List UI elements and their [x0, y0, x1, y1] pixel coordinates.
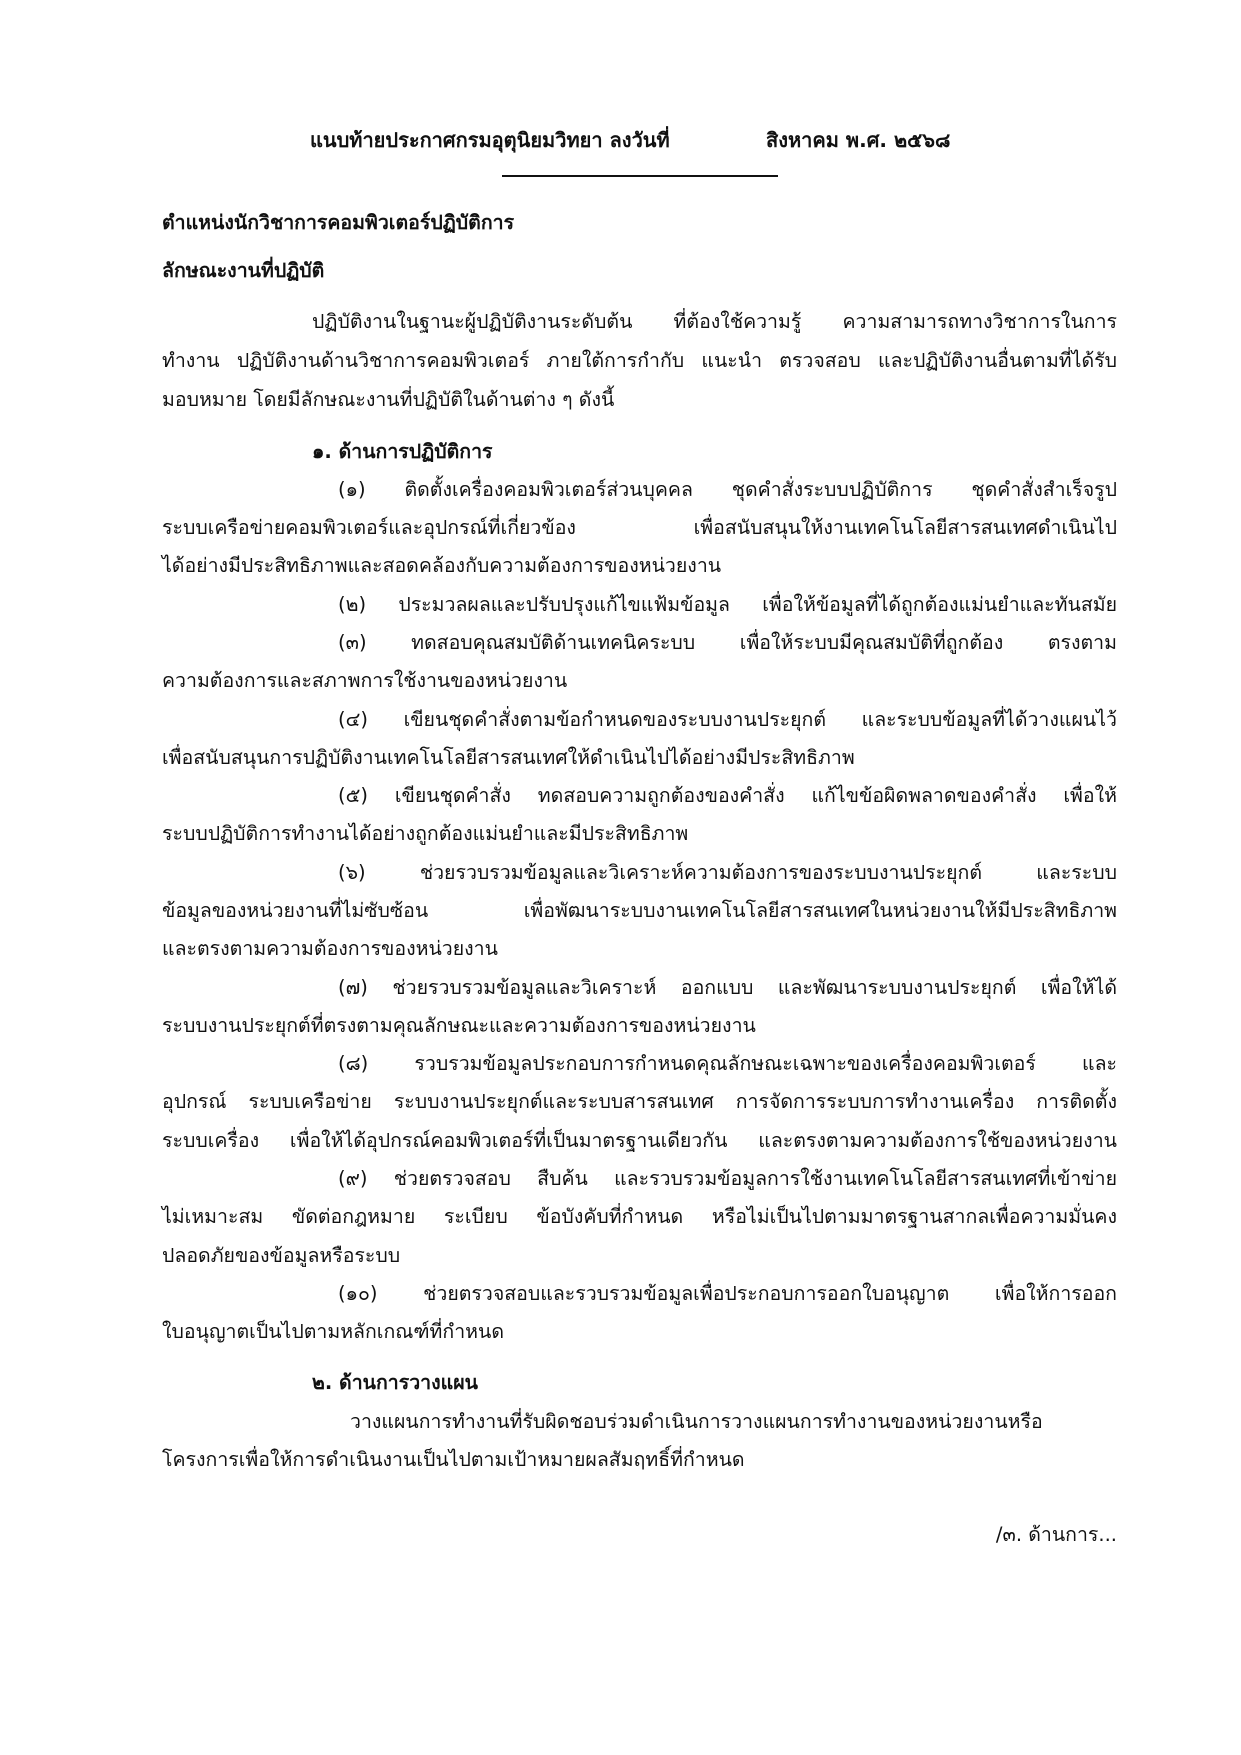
item3-line-2: ความต้องการและสภาพการใช้งานของหน่วยงาน — [162, 669, 568, 692]
section1-heading: ๑. ด้านการปฏิบัติการ — [312, 440, 493, 463]
item5-line-1: (๕) เขียนชุดคำสั่ง ทดสอบความถูกต้องของคำสั่ง แก้ไขข้อผิดพลาดของคำสั่ง เพื่อให้ — [338, 784, 1117, 807]
continuation-marker: /๓. ด้านการ... — [995, 1523, 1117, 1546]
item7-line-2: ระบบงานประยุกต์ที่ตรงตามคุณลักษณะและความต้องการของหน่วยงาน — [162, 1014, 756, 1037]
header-title: แนบท้ายประกาศกรมอุตุนิยมวิทยา ลงวันที่ — [310, 128, 670, 152]
job-nature-heading: ลักษณะงานที่ปฏิบัติ — [162, 259, 325, 282]
item6-line-3: และตรงตามความต้องการของหน่วยงาน — [162, 937, 498, 960]
document-header — [0, 124, 1241, 156]
item1-line-1: (๑) ติดตั้งเครื่องคอมพิวเตอร์ส่วนบุคคล ชุดคำสั่งระบบปฏิบัติการ ชุดคำสั่งสำเร็จรูป — [338, 478, 1117, 501]
section2-line-1: วางแผนการทำงานที่รับผิดชอบร่วมดำเนินการวางแผนการทำงานของหน่วยงานหรือ — [350, 1410, 1043, 1433]
item10-line-1: (๑๐) ช่วยตรวจสอบและรวบรวมข้อมูลเพื่อประกอบการออกใบอนุญาต เพื่อให้การออก — [338, 1282, 1117, 1305]
item2-line-1: (๒) ประมวลผลและปรับปรุงแก้ไขแฟ้มข้อมูล เพื่อให้ข้อมูลที่ได้ถูกต้องแม่นยำและทันสมัย — [338, 593, 1117, 616]
position-title: ตำแหน่งนักวิชาการคอมพิวเตอร์ปฏิบัติการ — [162, 211, 515, 234]
item7-line-1: (๗) ช่วยรวบรวมข้อมูลและวิเคราะห์ ออกแบบ และพัฒนาระบบงานประยุกต์ เพื่อให้ได้ — [338, 976, 1117, 999]
item8-line-1: (๘) รวบรวมข้อมูลประกอบการกำหนดคุณลักษณะเฉพาะของเครื่องคอมพิวเตอร์ และ — [338, 1052, 1117, 1075]
header-underline — [502, 175, 778, 177]
item10-line-2: ใบอนุญาตเป็นไปตามหลักเกณฑ์ที่กำหนด — [162, 1320, 505, 1343]
item9-line-3: ปลอดภัยของข้อมูลหรือระบบ — [162, 1244, 401, 1267]
item4-line-1: (๔) เขียนชุดคำสั่งตามข้อกำหนดของระบบงานประยุกต์ และระบบข้อมูลที่ได้วางแผนไว้ — [338, 708, 1117, 731]
item9-line-2: ไม่เหมาะสม ขัดต่อกฎหมาย ระเบียบ ข้อบังคับที่กำหนด หรือไม่เป็นไปตามมาตรฐานสากลเพื่อความมั่นคง — [162, 1205, 1117, 1228]
item4-line-2: เพื่อสนับสนุนการปฏิบัติงานเทคโนโลยีสารสนเทศให้ดำเนินไปได้อย่างมีประสิทธิภาพ — [162, 746, 855, 769]
section2-line-2: โครงการเพื่อให้การดำเนินงานเป็นไปตามเป้าหมายผลสัมฤทธิ์ที่กำหนด — [162, 1448, 745, 1471]
header-date: สิงหาคม พ.ศ. ๒๕๖๘ — [766, 128, 951, 152]
intro-line-2: ทำงาน ปฏิบัติงานด้านวิชาการคอมพิวเตอร์ ภายใต้การกำกับ แนะนำ ตรวจสอบ และปฏิบัติงานอื่นตามที่ได้รับ — [162, 349, 1117, 372]
item8-line-2: อุปกรณ์ ระบบเครือข่าย ระบบงานประยุกต์และระบบสารสนเทศ การจัดการระบบการทำงานเครื่อง การติดตั้ง — [162, 1090, 1117, 1113]
section2-heading: ๒. ด้านการวางแผน — [312, 1371, 478, 1394]
intro-line-3: มอบหมาย โดยมีลักษณะงานที่ปฏิบัติในด้านต่าง ๆ ดังนี้ — [162, 388, 615, 411]
item5-line-2: ระบบปฏิบัติการทำงานได้อย่างถูกต้องแม่นยำและมีประสิทธิภาพ — [162, 822, 689, 845]
item6-line-1: (๖) ช่วยรวบรวมข้อมูลและวิเคราะห์ความต้องการของระบบงานประยุกต์ และระบบ — [338, 861, 1117, 884]
item3-line-1: (๓) ทดสอบคุณสมบัติด้านเทคนิคระบบ เพื่อให้ระบบมีคุณสมบัติที่ถูกต้อง ตรงตาม — [338, 631, 1117, 654]
item1-line-2: ระบบเครือข่ายคอมพิวเตอร์และอุปกรณ์ที่เกี่ยวข้อง เพื่อสนับสนุนให้งานเทคโนโลยีสารสนเทศดำเนินไป — [162, 516, 1117, 539]
intro-line-1: ปฏิบัติงานในฐานะผู้ปฏิบัติงานระดับต้น ที่ต้องใช้ความรู้ ความสามารถทางวิชาการในการ — [312, 310, 1117, 333]
item6-line-2: ข้อมูลของหน่วยงานที่ไม่ซับซ้อน เพื่อพัฒนาระบบงานเทคโนโลยีสารสนเทศในหน่วยงานให้มีประสิทธิภาพ — [162, 899, 1117, 922]
item1-line-3: ได้อย่างมีประสิทธิภาพและสอดคล้องกับความต้องการของหน่วยงาน — [162, 554, 722, 577]
item8-line-3: ระบบเครื่อง เพื่อให้ได้อุปกรณ์คอมพิวเตอร์ที่เป็นมาตรฐานเดียวกัน และตรงตามความต้องการใช้ของหน่วยงาน — [162, 1129, 1117, 1152]
item9-line-1: (๙) ช่วยตรวจสอบ สืบค้น และรวบรวมข้อมูลการใช้งานเทคโนโลยีสารสนเทศที่เข้าข่าย — [338, 1167, 1117, 1190]
